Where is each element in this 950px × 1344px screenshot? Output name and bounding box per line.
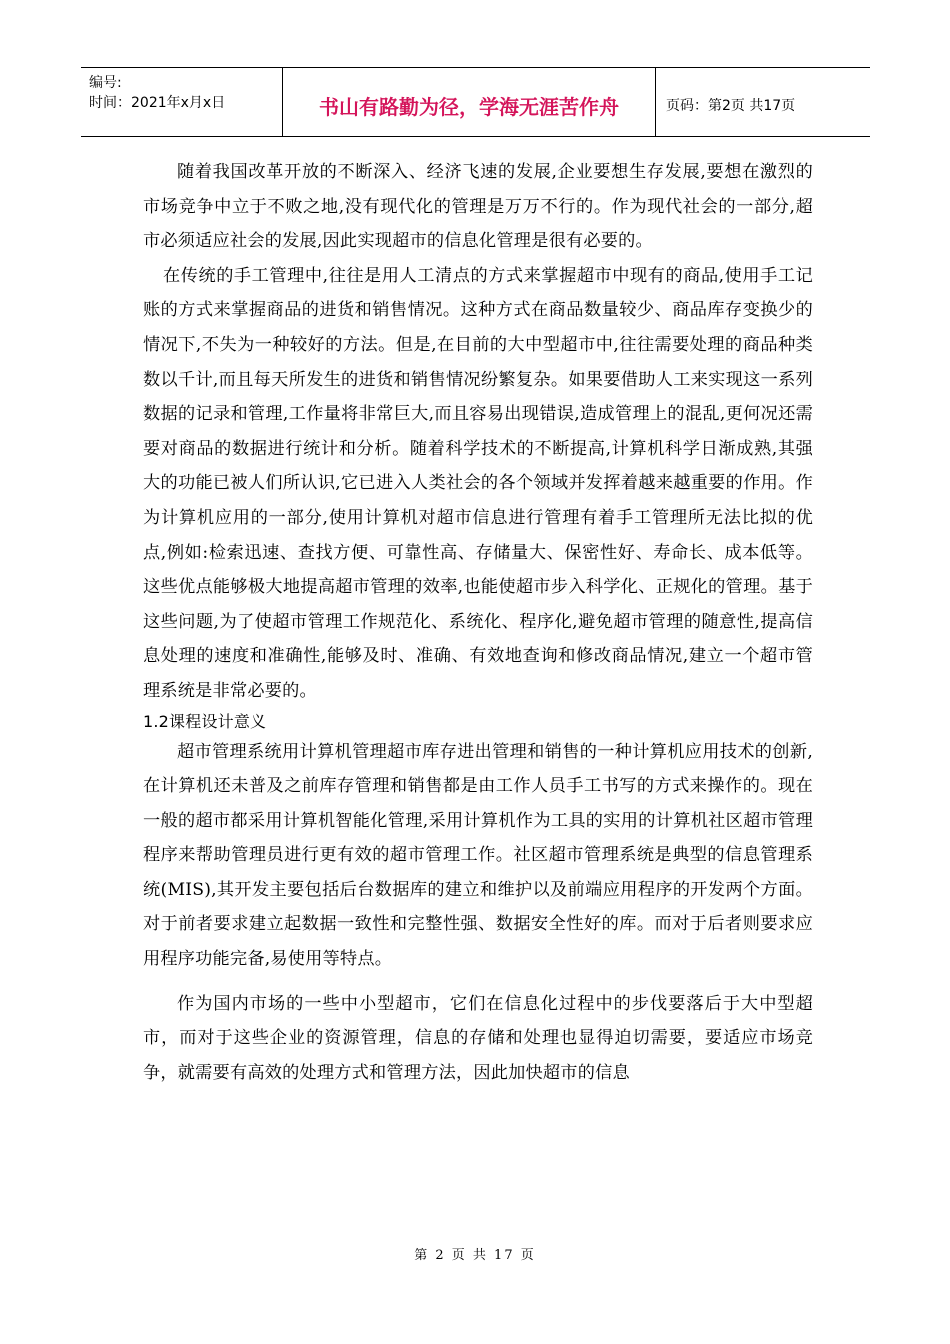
section-title: 1.2课程设计意义: [143, 711, 267, 731]
page-footer: 第 2 页 共 17 页: [414, 1248, 536, 1263]
header-motto: 书山有路勤为径，学海无涯苦作舟: [283, 68, 656, 136]
paragraph-small-supermarkets: 作为国内市场的一些中小型超市，它们在信息化过程中的步伐要落后于大中型超市，而对于这些企业的资源管理，信息的存储和处理也显得迫切需要，要适应市场竞争，就需要有高效的处理方式和管理方法，因此加快超市的信息: [143, 993, 813, 1083]
page-header: [81, 67, 870, 137]
header-meta: [81, 68, 283, 136]
header-page-number: 页码：第2页 共17页: [666, 98, 796, 114]
document-number-label: 编号:: [89, 75, 122, 91]
paragraph-intro: 随着我国改革开放的不断深入、经济飞速的发展,企业要想生存发展,要想在激烈的市场竞争中立于不败之地,没有现代化的管理是万万不行的。作为现代社会的一部分,超市必须适应社会的发展,因此实现超市的信息化管理是很有必要的。: [143, 162, 813, 252]
document-time-label: 时间：2021年x月x日: [89, 95, 226, 111]
paragraph-design-significance: 超市管理系统用计算机管理超市库存进出管理和销售的一种计算机应用技术的创新,在计算机还未普及之前库存管理和销售都是由工作人员手工书写的方式来操作的。现在一般的超市都采用计算机智能化管理,采用计算机作为工具的实用的计算机社区超市管理程序来帮助管理员进行更有效的超市管理工作。社区超市管理系统是典型的信息管理系统(MIS),其开发主要包括后台数据库的建立和维护以及前端应用程序的开发两个方面。对于前者要求建立起数据一致性和完整性强、数据安全性好的库。而对于后者则要求应用程序功能完备,易使用等特点。: [143, 741, 813, 970]
paragraph-manual-management: 在传统的手工管理中,往往是用人工清点的方式来掌握超市中现有的商品,使用手工记账的方式来掌握商品的进货和销售情况。这种方式在商品数量较少、商品库存变换少的情况下,不失为一种较好的方法。但是,在目前的大中型超市中,往往需要处理的商品种类数以千计,而且每天所发生的进货和销售情况纷繁复杂。如果要借助人工来实现这一系列数据的记录和管理,工作量将非常巨大,而且容易出现错误,造成管理上的混乱,更何况还需要对商品的数据进行统计和分析。随着科学技术的不断提高,计算机科学日渐成熟,其强大的功能已被人们所认识,它已进入人类社会的各个领域并发挥着越来越重要的作用。作为计算机应用的一部分,使用计算机对超市信息进行管理有着手工管理所无法比拟的优点,例如:检索迅速、查找方便、可靠性高、存储量大、保密性好、寿命长、成本低等。这些优点能够极大地提高超市管理的效率,也能使超市步入科学化、正规化的管理。基于这些问题,为了使超市管理工作规范化、系统化、程序化,避免超市管理的随意性,提高信息处理的速度和准确性,能够及时、准确、有效地查询和修改商品情况,建立一个超市管理系统是非常必要的。: [143, 265, 813, 701]
document-body: [143, 155, 813, 1090]
